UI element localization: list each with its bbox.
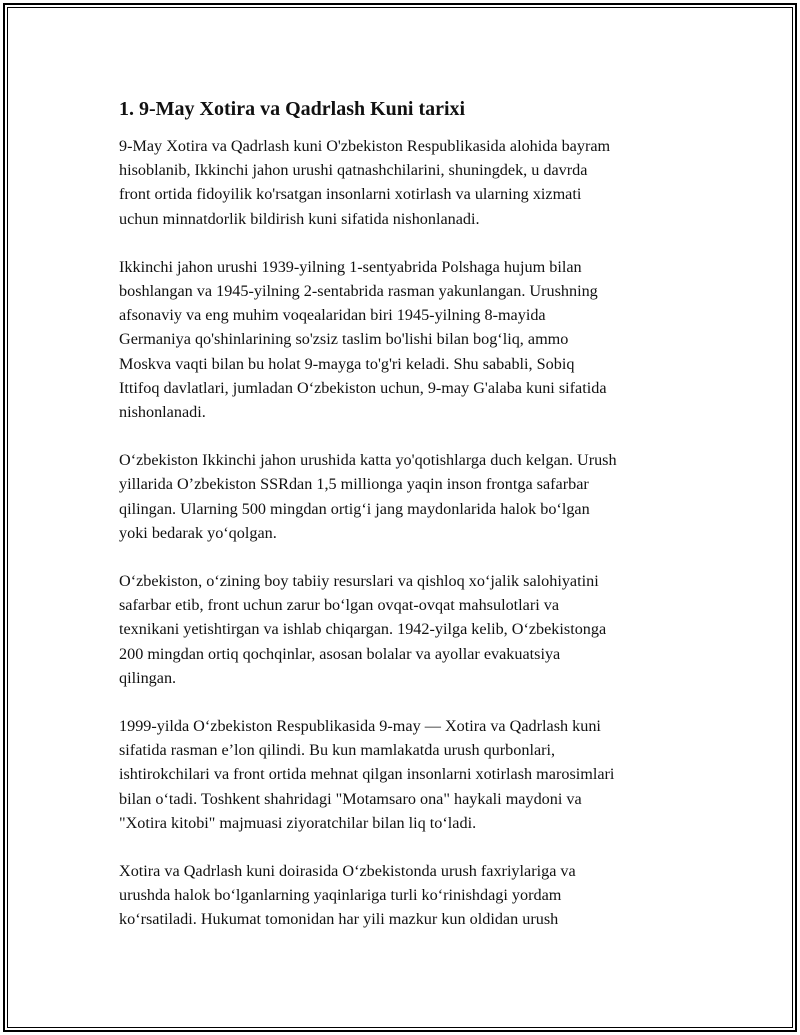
paragraph-intro: 9-May Xotira va Qadrlash kuni O'zbekiston Respublikasida alohida bayram hisoblanib, Ikkinchi jahon urushi qatnashchilarini, shuningdek, u davrda front ortida fidoyilik ko'rsatgan insonlarni xotirlash va ularning xizmati uchun minnatdorlik bildirish kuni sifatida nishonlanadi. xyxy=(119,137,611,228)
paragraph-1999-declaration: 1999-yilda O‘zbekiston Respublikasida 9-may — Xotira va Qadrlash kuni sifatida rasman e’lon qilindi. Bu kun mamlakatda urush qurbonlari, ishtirokchilari va front ortida mehnat qilgan insonlarni xotirlash marosimlari bilan o‘tadi. Toshkent shahridagi "Motamsaro ona" haykali maydoni va "Xotira kitobi" majmuasi ziyoratchilar bilan liq to‘ladi. xyxy=(119,717,615,832)
document-body xyxy=(119,97,709,956)
paragraph-losses: O‘zbekiston Ikkinchi jahon urushida katta yo'qotishlarga duch kelgan. Urush yillarida O’zbekiston SSRdan 1,5 millionga yaqin inson frontga safarbar qilingan. Ularning 500 mingdan ortig‘i jang maydonlarida halok bo‘lgan yoki bedarak yo‘qolgan. xyxy=(119,451,617,542)
paragraph-ww2-history: Ikkinchi jahon urushi 1939-yilning 1-sentyabrida Polshaga hujum bilan boshlangan va 1945-yilning 2-sentabrida rasman yakunlangan. Urushning afsonaviy va eng muhim voqealaridan biri 1945-yilning 8-mayida Germaniya qo'shinlarining so'zsiz taslim bo'lishi bilan bog‘liq, ammo Moskva vaqti bilan bu holat 9-mayga to'g'ri keladi. Shu sababli, Sobiq Ittifoq davlatlari, jumladan O‘zbekiston uchun, 9-may G'alaba kuni sifatida nishonlanadi. xyxy=(119,257,607,422)
paragraph-veteran-support: Xotira va Qadrlash kuni doirasida O‘zbekistonda urush faxriylariga va urushda halok bo‘lganlarning yaqinlariga turli ko‘rinishdagi yordam ko‘rsatiladi. Hukumat tomonidan har yili mazkur kun oldidan urush xyxy=(119,862,576,929)
section-heading: 1. 9-May Xotira va Qadrlash Kuni tarixi xyxy=(119,98,466,120)
paragraph-home-front: O‘zbekiston, o‘zining boy tabiiy resurslari va qishloq xo‘jalik salohiyatini safarbar etib, front uchun zarur bo‘lgan ovqat-ovqat mahsulotlari va texnikani yetishtirgan va ishlab chiqargan. 1942-yilga kelib, O‘zbekistonga 200 mingdan ortiq qochqinlar, asosan bolalar va ayollar evakuatsiya qilingan. xyxy=(119,572,607,687)
page-frame xyxy=(3,3,797,1032)
